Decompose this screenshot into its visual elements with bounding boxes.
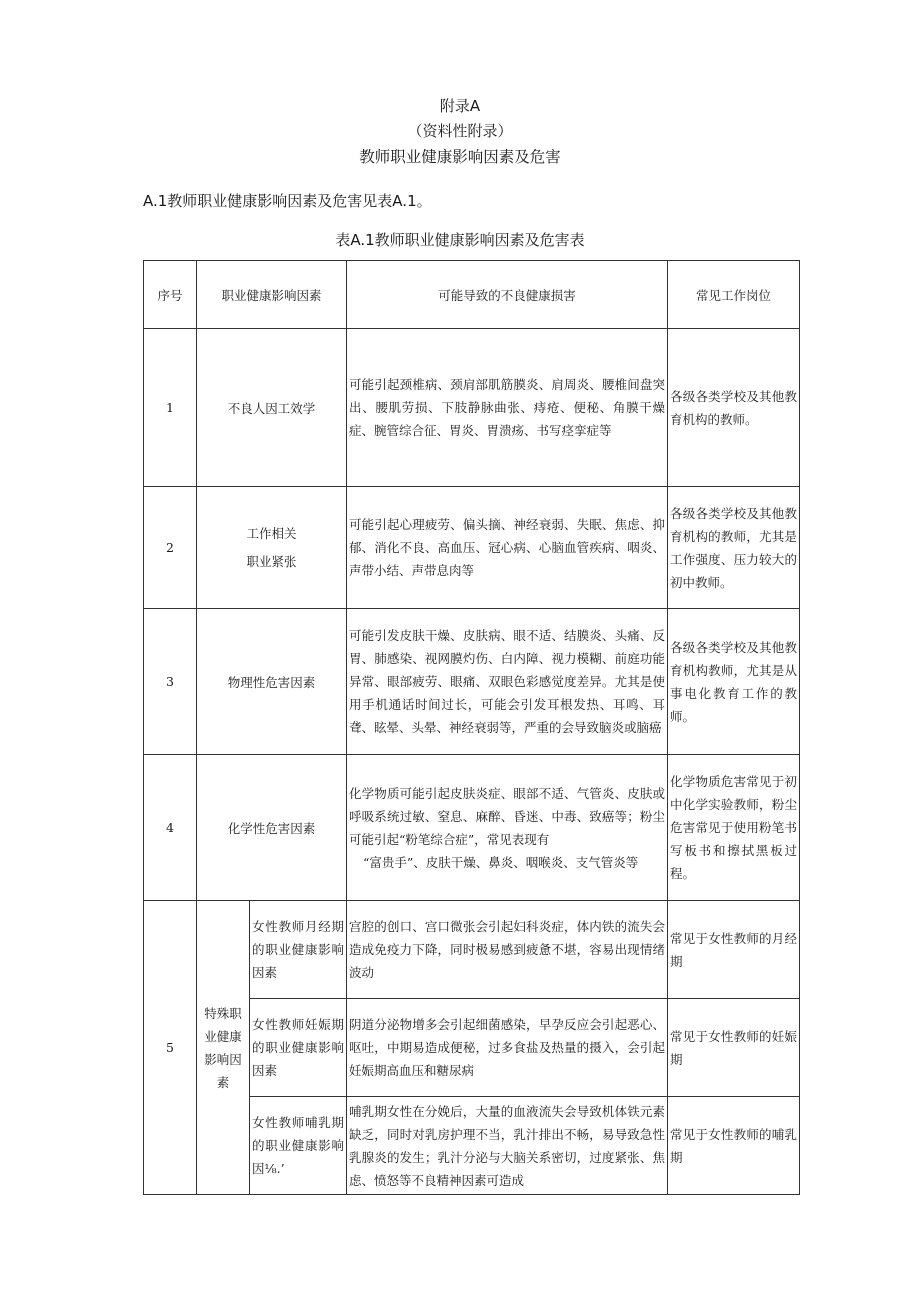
header-cell: 职业健康影响因素 [197, 261, 347, 329]
factor-cell: 化学性危害因素 [197, 755, 347, 901]
factor-cell [197, 487, 347, 609]
post-cell: 各级各类学校及其他教育机构教师，尤其是从事电化教育工作的教师。 [668, 609, 800, 755]
harm-cell: 阴道分泌物增多会引起细菌感染，早孕反应会引起恶心、呕吐，中期易造成便秘，过多食盐及热量的摄入，会引起妊娠期高血压和糖尿病 [347, 999, 668, 1097]
post-cell: 各级各类学校及其他教育机构的教师。 [668, 329, 800, 487]
factor-line: 职业紧张 [246, 553, 297, 569]
row-number: 1 [144, 329, 197, 487]
header-cell: 序号 [144, 261, 197, 329]
group-factor-cell: 特殊职业健康影响因素 [197, 901, 250, 1195]
harm-text: 化学物质可能引起皮肤炎症、眼部不适、气管炎、皮肤或呼吸系统过敏、窒息、麻醉、昏迷、中毒、致癌等；粉尘可能引起“粉笔综合症”，常见表现有 [349, 785, 666, 847]
table-row [144, 901, 800, 999]
health-factor-table [143, 260, 800, 1195]
intro-paragraph: A.1教师职业健康影响因素及危害见表A.1。 [143, 192, 432, 210]
post-cell: 各级各类学校及其他教育机构的教师，尤其是工作强度、压力较大的初中教师。 [668, 487, 800, 609]
sub-factor-cell: 女性教师月经期的职业健康影响因素 [250, 901, 347, 999]
row-number: 5 [144, 901, 197, 1195]
post-cell: 常见于女性教师的哺乳期 [668, 1097, 800, 1195]
harm-cell: 宫腔的创口、宫口微张会引起妇科炎症，体内铁的流失会造成免疫力下降，同时极易感到疲惫不堪，容易出现情绪波动 [347, 901, 668, 999]
appendix-type: （资料性附录） [407, 122, 513, 140]
appendix-subject: 教师职业健康影响因素及危害 [359, 148, 561, 166]
row-number: 2 [144, 487, 197, 609]
sub-factor-cell: 女性教师妊娠期的职业健康影响因素 [250, 999, 347, 1097]
sub-factor-cell: 女性教师哺乳期的职业健康影响因⅛.’ [250, 1097, 347, 1195]
harm-text-continued: “富贵手”、皮肤干燥、鼻炎、咽喉炎、支气管炎等 [363, 854, 639, 870]
post-cell: 化学物质危害常见于初中化学实验教师，粉尘危害常见于使用粉笔书写板书和擦拭黑板过程。 [668, 755, 800, 901]
harm-cell: 可能引起心理疲劳、偏头摘、神经衰弱、失眠、焦虑、抑郁、消化不良、高血压、冠心病、心脑血管疾病、咽炎、声带小结、声带息肉等 [347, 487, 668, 609]
table-row [144, 487, 800, 609]
table-row [144, 329, 800, 487]
table-row [144, 609, 800, 755]
table-header-row [144, 261, 800, 329]
factor-cell: 物理性危害因素 [197, 609, 347, 755]
factor-cell: 不良人因工效学 [197, 329, 347, 487]
row-number: 4 [144, 755, 197, 901]
factor-line: 工作相关 [246, 525, 297, 541]
table-row [144, 755, 800, 901]
header-cell: 可能导致的不良健康损害 [347, 261, 668, 329]
post-cell: 常见于女性教师的妊娠期 [668, 999, 800, 1097]
row-number: 3 [144, 609, 197, 755]
harm-cell [347, 755, 668, 901]
appendix-title: 附录A [439, 97, 481, 115]
table-caption: 表A.1教师职业健康影响因素及危害表 [335, 231, 585, 249]
header-cell: 常见工作岗位 [668, 261, 800, 329]
harm-cell: 可能引起颈椎病、颈肩部肌筋膜炎、肩周炎、腰椎间盘突出、腰肌劳损、下肢静脉曲张、痔疮、便秘、角膜干燥症、腕管综合征、胃炎、胃溃疡、书写痉挛症等 [347, 329, 668, 487]
post-cell: 常见于女性教师的月经期 [668, 901, 800, 999]
harm-cell: 哺乳期女性在分娩后，大量的血液流失会导致机体铁元素缺乏，同时对乳房护理不当，乳汁排出不畅，易导致急性乳腺炎的发生；乳汁分泌与大脑关系密切，过度紧张、焦虑、愤怒等不良精神因素可造成 [347, 1097, 668, 1195]
harm-cell: 可能引发皮肤干燥、皮肤病、眼不适、结膜炎、头痛、反胃、肺感染、视网膜灼伤、白内障、视力模糊、前庭功能异常、眼部疲劳、眼痛、双眼色彩感觉度差异。尤其是使用手机通话时间过长，可能会引发耳根发热、耳鸣、耳聋、眩晕、头晕、神经衰弱等，严重的会导致脑炎或脑癌 [347, 609, 668, 755]
